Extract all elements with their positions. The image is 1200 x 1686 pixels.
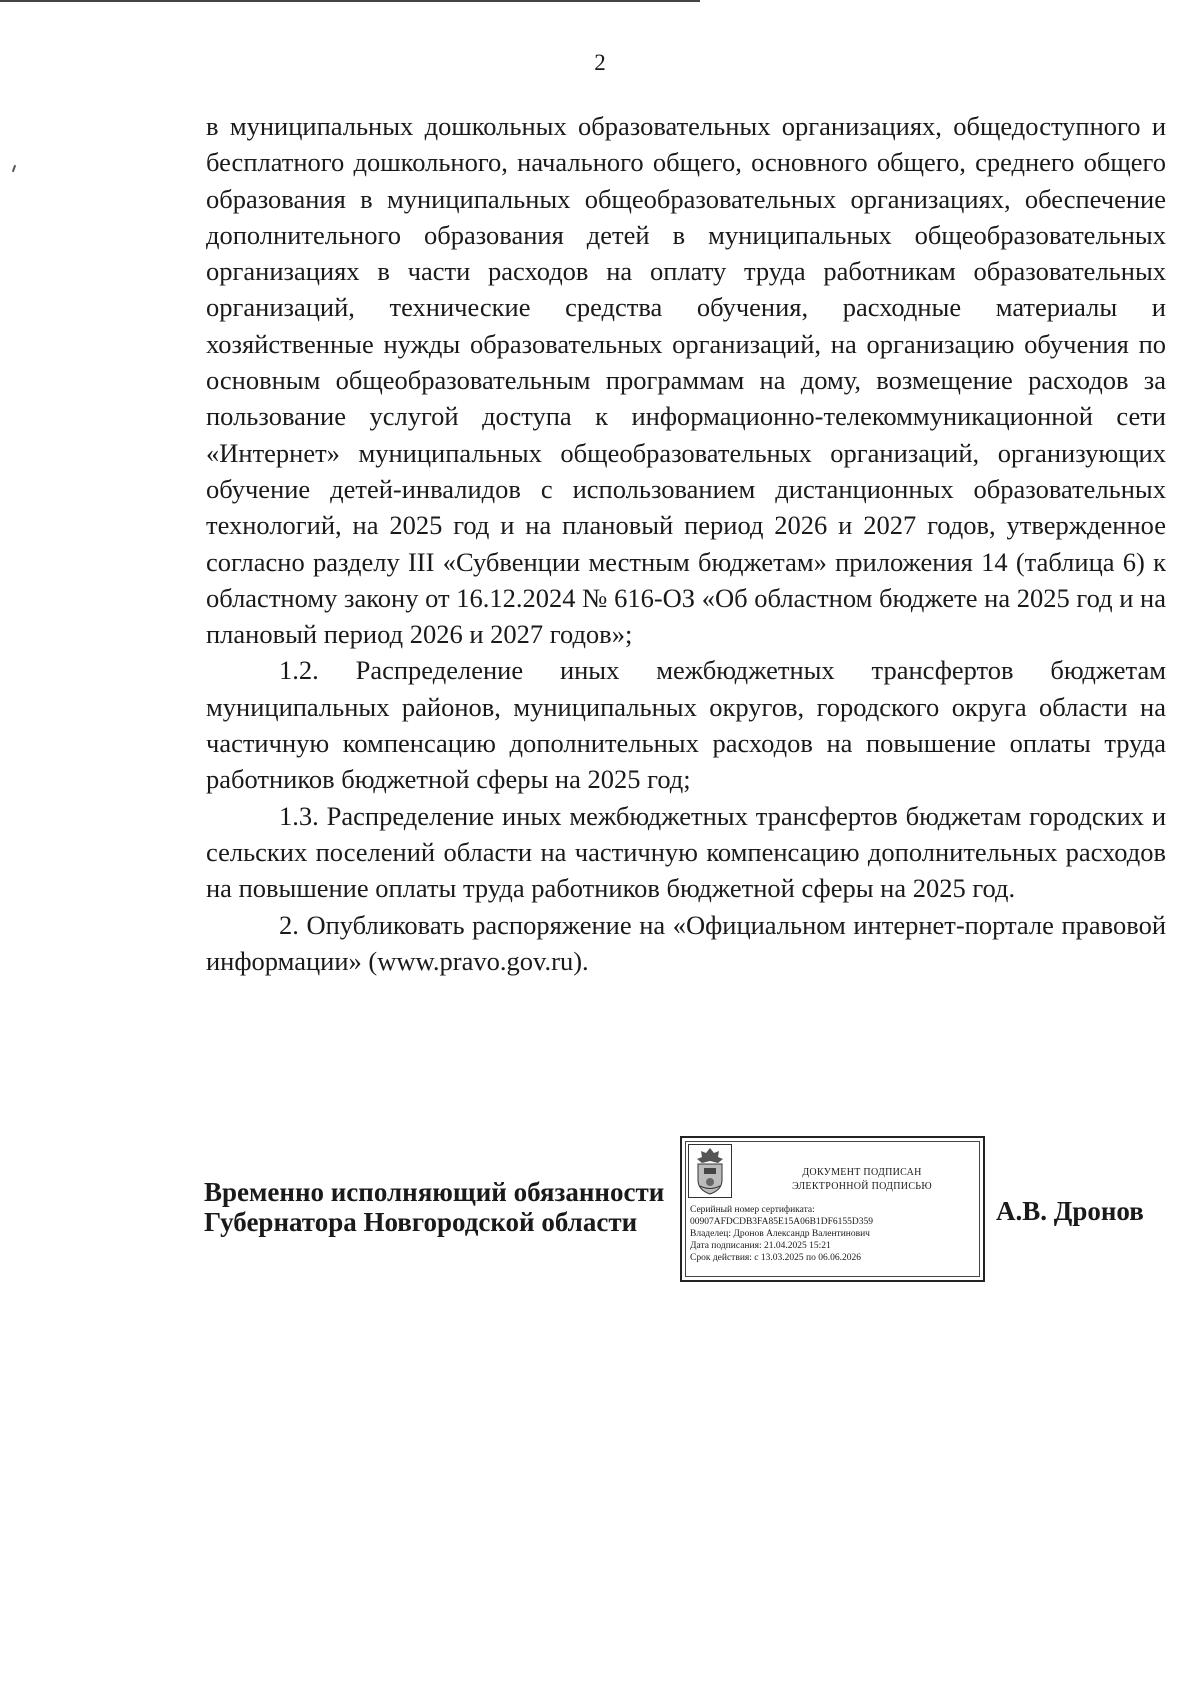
stamp-date: Дата подписания: 21.04.2025 15:21 [690, 1241, 831, 1251]
paragraph-2: 2. Опубликовать распоряжение на «Официальном интернет-портале правовой информации» (www.pravo.gov.ru). [206, 909, 1166, 976]
paragraph-1-3: 1.3. Распределение иных межбюджетных трансфертов бюджетам городских и сельских поселений области на частичную компенсацию дополнительных расходов на повышение оплаты труда работников бюджетной сферы на 2025 год. [206, 800, 1166, 904]
paragraph-1-2: 1.2. Распределение иных межбюджетных трансфертов бюджетам муниципальных районов, муниципальных округов, городского округа области на частичную компенсацию дополнительных расходов на повышение оплаты труда работников бюджетной сферы на 2025 год; [206, 655, 1166, 795]
stamp-validity: Срок действия: с 13.03.2025 по 06.06.2026 [690, 1253, 861, 1263]
signatory-name: А.В. Дронов [996, 1196, 1144, 1226]
margin-mark [12, 165, 16, 172]
stamp-header-line-1: ДОКУМЕНТ ПОДПИСАН [802, 1167, 922, 1178]
stamp-header-line-2: ЭЛЕКТРОННОЙ ПОДПИСЬЮ [792, 1181, 932, 1192]
electronic-signature-stamp [680, 1136, 985, 1282]
stamp-details [690, 1204, 980, 1264]
document-body [206, 108, 1166, 979]
stamp-cert-label: Серийный номер сертификата: [690, 1205, 815, 1215]
stamp-header [762, 1166, 962, 1194]
page-number: 2 [594, 50, 606, 75]
paragraph-continuation: в муниципальных дошкольных образовательных организациях, общедоступного и бесплатного дошкольного, начального общего, основного общего, среднего общего образования в муниципальных общеобразовательных организациях, обеспечение дополнительного образования детей в муниципальных общеобразовательных организациях в части расходов на оплату труда работникам образовательных организаций, технические средства обучения, расходные материалы и хозяйственные нужды образовательных организаций, на организацию обучения по основным общеобразовательным программам на дому, возмещение расходов за пользование услугой доступа к информационно-телекоммуникационной сети «Интернет» муниципальных общеобразовательных организаций, организующих обучение детей-инвалидов с использованием дистанционных образовательных технологий, на 2025 год и на плановый период 2026 и 2027 годов, утвержденное согласно разделу III «Субвенции местным бюджетам» приложения 14 (таблица 6) к областному закону от 16.12.2024 № 616-ОЗ «Об областном бюджете на 2025 год и на плановый период 2026 и 2027 годов»; [206, 111, 1166, 650]
signatory-title [204, 1177, 684, 1237]
signatory-title-line-1: Временно исполняющий обязанности [204, 1177, 665, 1207]
stamp-owner: Владелец: Дронов Александр Валентинович [690, 1229, 870, 1239]
coat-of-arms-icon [688, 1144, 732, 1198]
top-rule [0, 0, 700, 2]
stamp-cert-number: 00907AFDCDB3FA85E15A06B1DF6155D359 [690, 1217, 873, 1227]
signatory-title-line-2: Губернатора Новгородской области [204, 1207, 638, 1237]
